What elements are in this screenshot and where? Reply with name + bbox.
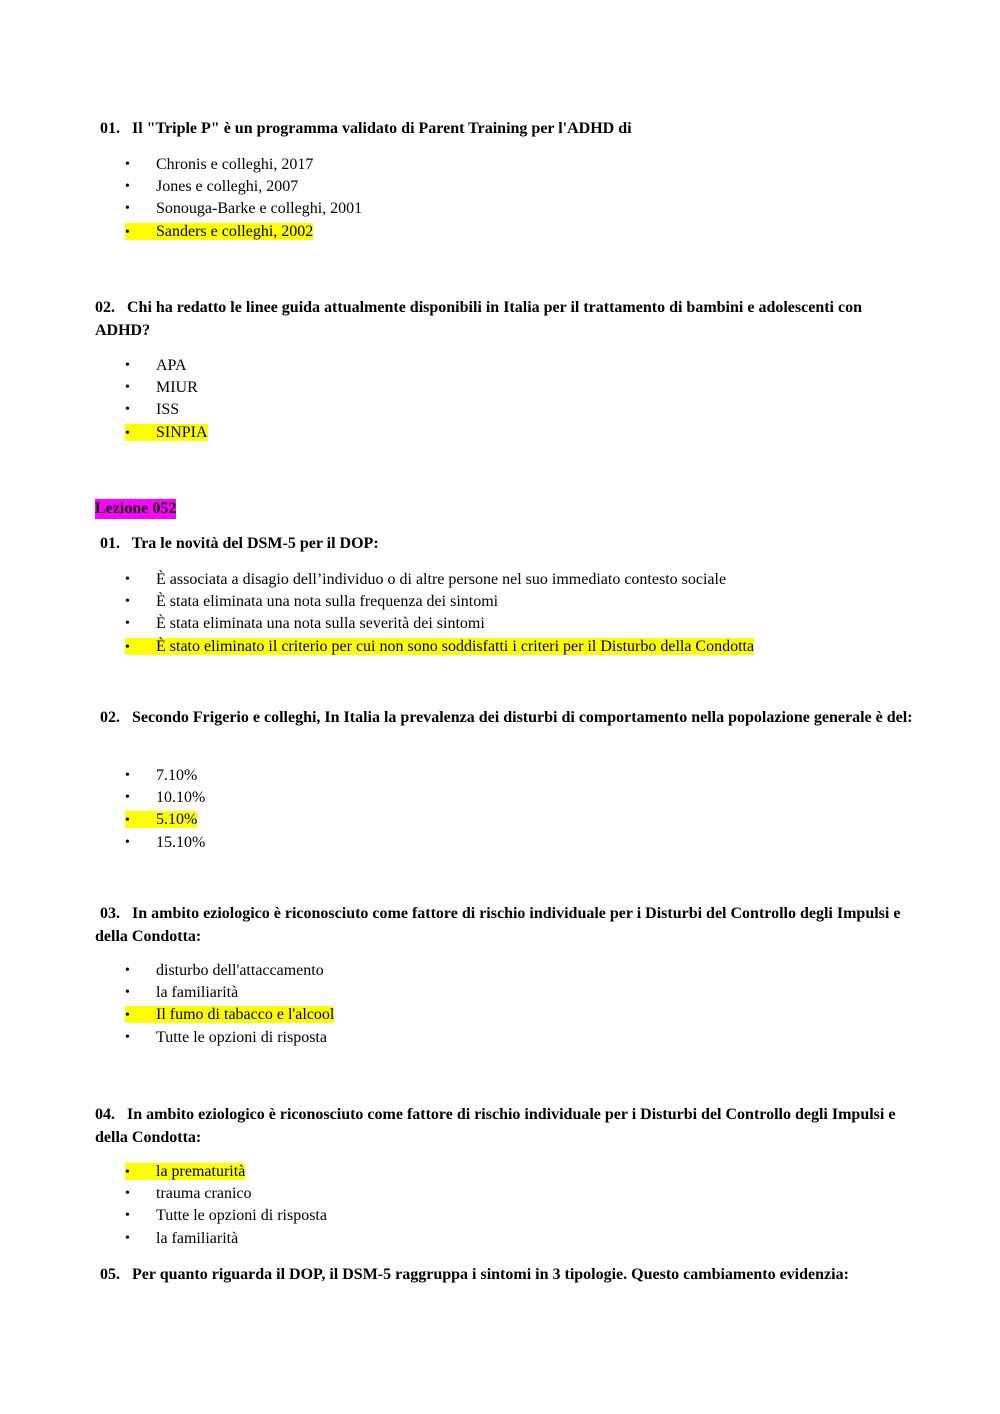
bullet-icon: • bbox=[125, 201, 130, 217]
option-correct: • la prematurità bbox=[125, 1161, 327, 1183]
option: • Jones e colleghi, 2007 bbox=[125, 176, 362, 198]
question-2-3 bbox=[95, 903, 915, 948]
bullet-icon: • bbox=[125, 963, 130, 978]
bullet-icon: • bbox=[125, 1165, 130, 1180]
question-text: In ambito eziologico è riconosciuto come fattore di rischio individuale per i Disturbi del Controllo degli Impulsi e della Condotta: bbox=[95, 905, 901, 945]
question-text: In ambito eziologico è riconosciuto come fattore di rischio individuale per i Disturbi del Controllo degli Impulsi e della Condotta: bbox=[95, 1106, 896, 1146]
question-number: 01. bbox=[100, 535, 120, 552]
question-1-1 bbox=[95, 118, 915, 141]
bullet-icon: • bbox=[125, 179, 130, 195]
option-correct: • Il fumo di tabacco e l'alcool bbox=[125, 1004, 334, 1026]
question-number: 03. bbox=[100, 905, 120, 922]
bullet-icon: • bbox=[125, 157, 130, 172]
options-list-2-3 bbox=[125, 960, 334, 1049]
question-text: Per quanto riguarda il DOP, il DSM-5 raggruppa i sintomi in 3 tipologie. Questo cambiamento evidenzia: bbox=[132, 1266, 849, 1283]
question-2-4 bbox=[95, 1104, 915, 1149]
bullet-icon: • bbox=[125, 1208, 130, 1224]
option-correct: • Sanders e colleghi, 2002 bbox=[125, 221, 362, 243]
bullet-icon: • bbox=[125, 834, 130, 850]
option: • la familiarità bbox=[125, 1228, 327, 1250]
bullet-icon: • bbox=[125, 768, 130, 783]
bullet-icon: • bbox=[125, 425, 130, 441]
option: • la familiarità bbox=[125, 982, 334, 1004]
option: • È stata eliminata una nota sulla frequenza dei sintomi bbox=[125, 591, 754, 613]
question-number: 05. bbox=[100, 1266, 120, 1283]
option-correct: • SINPIA bbox=[125, 422, 208, 444]
bullet-icon: • bbox=[125, 358, 130, 373]
bullet-icon: • bbox=[125, 639, 130, 655]
bullet-icon: • bbox=[125, 1029, 130, 1045]
lesson-title: Lezione 052 bbox=[95, 500, 177, 517]
bullet-icon: • bbox=[125, 790, 130, 806]
question-number: 01. bbox=[100, 120, 120, 137]
option-correct: • È stato eliminato il criterio per cui non sono soddisfatti i criteri per il Disturbo della Condotta bbox=[125, 636, 754, 658]
options-list-2-1 bbox=[125, 569, 754, 658]
option: • È stata eliminata una nota sulla severità dei sintomi bbox=[125, 613, 754, 635]
option: • Sonouga-Barke e colleghi, 2001 bbox=[125, 198, 362, 220]
question-text: Chi ha redatto le linee guida attualmente disponibili in Italia per il trattamento di bambini e adolescenti con ADHD? bbox=[95, 299, 862, 339]
bullet-icon: • bbox=[125, 572, 130, 587]
question-text: Tra le novità del DSM-5 per il DOP: bbox=[131, 535, 379, 552]
option: • 10.10% bbox=[125, 787, 205, 809]
question-number: 02. bbox=[100, 709, 120, 726]
options-list-1-1 bbox=[125, 154, 362, 243]
option: • MIUR bbox=[125, 377, 208, 399]
option: • APA bbox=[125, 355, 208, 377]
question-number: 02. bbox=[95, 299, 115, 316]
option: • Tutte le opzioni di risposta bbox=[125, 1205, 327, 1227]
bullet-icon: • bbox=[125, 594, 130, 610]
option-correct: • 5.10% bbox=[125, 809, 205, 831]
option: • ISS bbox=[125, 399, 208, 421]
bullet-icon: • bbox=[125, 224, 130, 240]
bullet-icon: • bbox=[125, 985, 130, 1001]
bullet-icon: • bbox=[125, 616, 130, 632]
options-list-1-2 bbox=[125, 355, 208, 444]
options-list-2-4 bbox=[125, 1161, 327, 1250]
option: • disturbo dell'attaccamento bbox=[125, 960, 334, 982]
bullet-icon: • bbox=[125, 1008, 130, 1024]
question-2-2 bbox=[95, 707, 915, 730]
option: • Chronis e colleghi, 2017 bbox=[125, 154, 362, 176]
bullet-icon: • bbox=[125, 813, 130, 829]
option: • È associata a disagio dell’individuo o di altre persone nel suo immediato contesto sociale bbox=[125, 569, 754, 591]
question-1-2 bbox=[95, 297, 915, 342]
option: • Tutte le opzioni di risposta bbox=[125, 1027, 334, 1049]
question-2-1 bbox=[95, 533, 915, 556]
option: • 7.10% bbox=[125, 765, 205, 787]
option: • trauma cranico bbox=[125, 1183, 327, 1205]
option: • 15.10% bbox=[125, 832, 205, 854]
question-text: Il "Triple P" è un programma validato di Parent Training per l'ADHD di bbox=[132, 120, 632, 137]
question-number: 04. bbox=[95, 1106, 115, 1123]
question-2-5 bbox=[95, 1264, 955, 1287]
bullet-icon: • bbox=[125, 1230, 130, 1246]
bullet-icon: • bbox=[125, 380, 130, 396]
bullet-icon: • bbox=[125, 402, 130, 418]
question-text: Secondo Frigerio e colleghi, In Italia la prevalenza dei disturbi di comportamento nella popolazione generale è del: bbox=[132, 709, 913, 726]
bullet-icon: • bbox=[125, 1186, 130, 1202]
options-list-2-2 bbox=[125, 765, 205, 854]
